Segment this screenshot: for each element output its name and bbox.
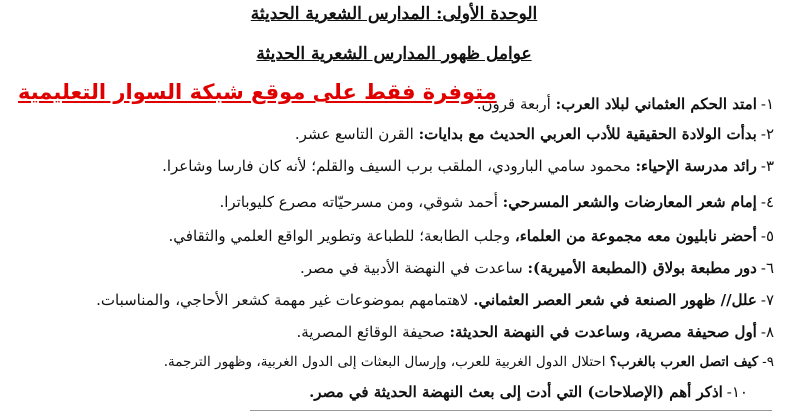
list-item-9	[8, 352, 774, 372]
item-number: ٦-	[760, 259, 774, 277]
item-question: دور مطبعة بولاق (المطبعة الأميرية):	[527, 259, 757, 277]
item-answer: ساعدت في النهضة الأدبية في مصر.	[300, 259, 523, 277]
item-number: ٨-	[760, 323, 774, 341]
item-answer: وجلب الطابعة؛ للطباعة وتطوير الواقع العلمي والثقافي.	[168, 227, 511, 245]
list-item-10	[300, 382, 748, 402]
list-item-1	[360, 94, 774, 114]
item-question: أحضر نابليون معه مجموعة من العلماء،	[514, 227, 757, 245]
item-number: ٣-	[760, 157, 774, 175]
item-question: إمام شعر المعارضات والشعر المسرحي:	[502, 193, 757, 211]
item-answer: محمود سامي البارودي، الملقب برب السيف والقلم؛ لأنه كان فارسا وشاعرا.	[162, 157, 631, 175]
unit-title: الوحدة الأولى: المدارس الشعرية الحديثة	[250, 4, 538, 24]
list-item-4	[8, 192, 774, 212]
item-question: أول صحيفة مصرية، وساعدت في النهضة الحديثة:	[449, 323, 757, 341]
item-question: كيف اتصل العرب بالغرب؟	[609, 354, 759, 370]
list-item-5	[8, 226, 774, 246]
list-item-3	[8, 156, 774, 176]
watermark-text: متوفرة فقط على موقع شبكة السوار التعليمية	[18, 80, 497, 104]
item-number: ٧-	[760, 291, 774, 309]
item-question: بدأت الولادة الحقيقية للأدب العربي الحديث مع بدايات:	[418, 125, 757, 143]
list-item-2	[8, 124, 774, 144]
item-answer: القرن التاسع عشر.	[294, 125, 414, 143]
item-answer: صحيفة الوقائع المصرية.	[296, 323, 445, 341]
item-number: ٩-	[762, 354, 774, 370]
item-answer: احتلال الدول الغربية للعرب، وإرسال البعثات إلى الدول الغربية، وظهور الترجمة.	[163, 354, 606, 370]
item-answer: لاهتمامهم بموضوعات غير مهمة كشعر الأحاجي، والمناسبات.	[96, 291, 469, 309]
item-question: رائد مدرسة الإحياء:	[635, 157, 757, 175]
list-item-7	[8, 290, 774, 310]
item-number: ١٠-	[726, 383, 748, 401]
item-answer: أربعة قرون.	[476, 95, 551, 113]
list-item-6	[8, 258, 774, 278]
item-question: علل// ظهور الصنعة في شعر العصر العثماني.	[473, 291, 757, 309]
lesson-title: عوامل ظهور المدارس الشعرية الحديثة	[256, 44, 532, 64]
item-question: اذكر أهم (الإصلاحات) التي أدت إلى بعث النهضة الحديثة في مصر.	[309, 383, 723, 401]
item-answer: أحمد شوقي، ومن مسرحيّاته مصرع كليوباترا.	[219, 193, 498, 211]
item-number: ٥-	[760, 227, 774, 245]
item-question: امتد الحكم العثماني لبلاد العرب:	[555, 95, 757, 113]
bottom-dotted-line	[250, 410, 772, 419]
list-item-8	[8, 322, 774, 342]
item-number: ٤-	[760, 193, 774, 211]
item-number: ٢-	[760, 125, 774, 143]
item-number: ١-	[760, 95, 774, 113]
